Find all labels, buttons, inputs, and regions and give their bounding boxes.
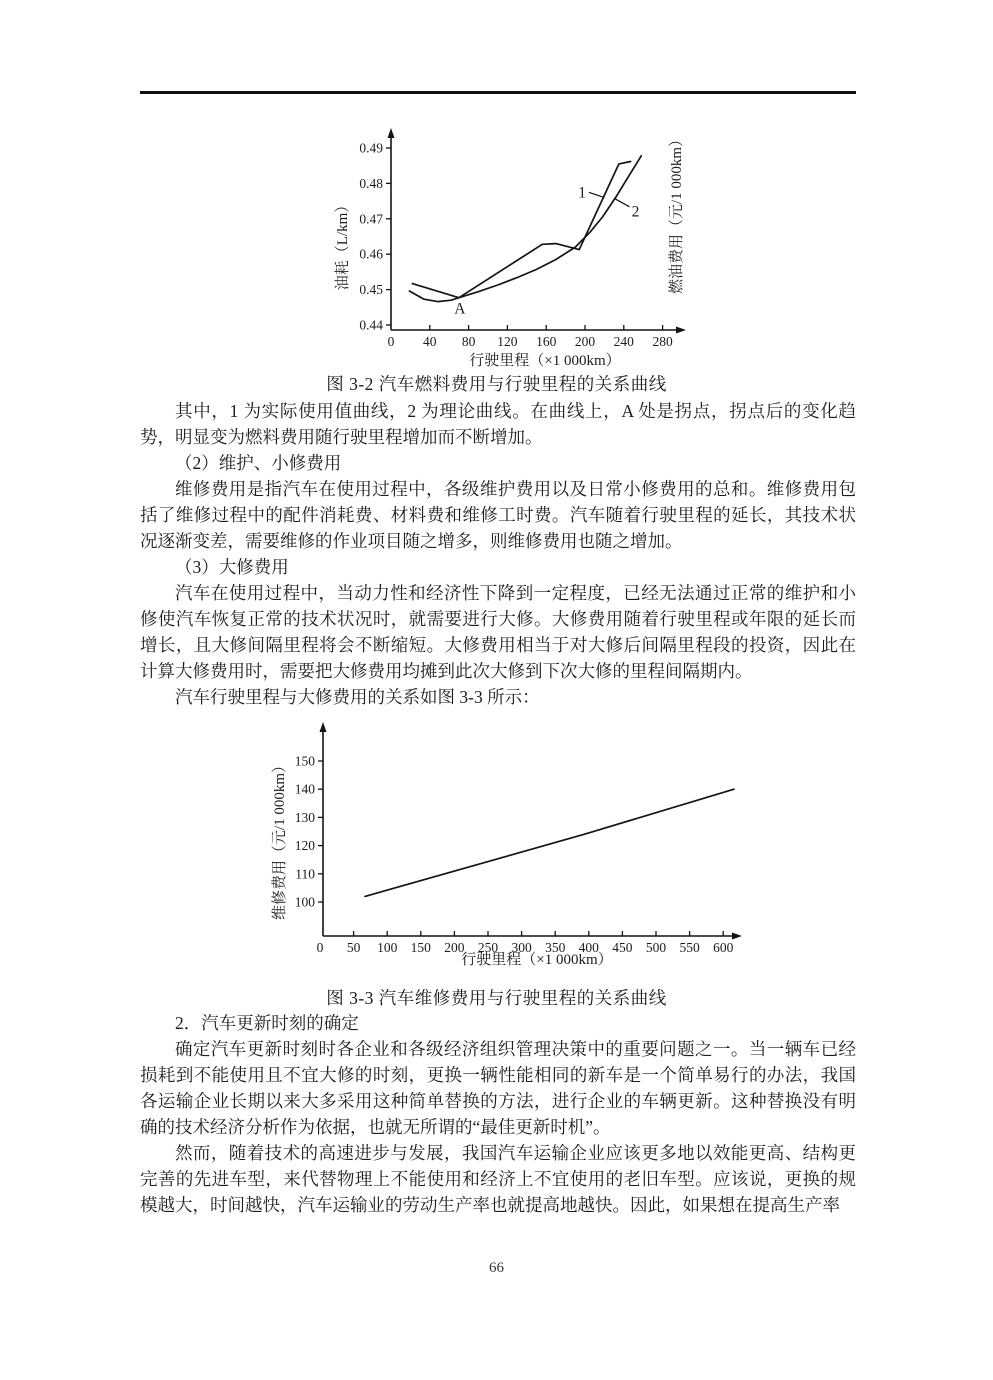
svg-text:600: 600: [713, 940, 734, 955]
svg-text:油耗（L/km）: 油耗（L/km）: [335, 197, 351, 291]
paragraph: （2）维护、小修费用: [175, 453, 342, 473]
svg-text:行驶里程（×1 000km）: 行驶里程（×1 000km）: [461, 952, 613, 968]
svg-text:维修费用（元/1 000km）: 维修费用（元/1 000km）: [272, 757, 288, 921]
svg-text:2: 2: [631, 203, 640, 221]
svg-text:0.47: 0.47: [359, 211, 383, 227]
svg-text:A: A: [454, 300, 466, 318]
paragraph: 其中，1 为实际使用值曲线，2 为理论曲线。在曲线上，A 处是拐点，拐点后的变化趋势，明显变为燃料费用随行驶里程增加而不断增加。: [140, 401, 856, 447]
svg-text:140: 140: [294, 781, 315, 797]
svg-text:450: 450: [612, 940, 633, 955]
paragraph: （3）大修费用: [175, 557, 289, 577]
fig-3-3-repair-cost-line-chart: [270, 710, 750, 982]
svg-text:0: 0: [316, 940, 324, 955]
text-block-lower: [140, 1010, 856, 1218]
svg-text:0.46: 0.46: [359, 246, 383, 262]
svg-text:200: 200: [444, 940, 465, 955]
svg-text:250: 250: [477, 940, 499, 955]
paragraph: 汽车行驶里程与大修费用的关系如图 3-3 所示：: [175, 687, 540, 707]
paragraph: 汽车在使用过程中，当动力性和经济性下降到一定程度，已经无法通过正常的维护和小修使汽车恢复正常的技术状况时，就需要进行大修。大修费用随着行驶里程或年限的延长而增长，且大修间隔里程将会不断缩短。大修费用相当于对大修后间隔里程段的投资，因此在计算大修费用时，需要把大修费用均摊到此次大修到下次大修的里程间隔期内。: [140, 583, 856, 681]
svg-text:0.49: 0.49: [359, 140, 383, 156]
svg-text:50: 50: [346, 940, 361, 955]
svg-text:0.48: 0.48: [359, 175, 383, 191]
paragraph: 维修费用是指汽车在使用过程中，各级维护费用以及日常小修费用的总和。维修费用包括了维修过程中的配件消耗费、材料费和维修工时费。汽车随着行驶里程的延长，其技术状况逐渐变差，需要维修的作业项目随之增多，则维修费用也随之增加。: [140, 479, 856, 551]
svg-text:0.45: 0.45: [359, 282, 383, 298]
svg-text:130: 130: [294, 809, 315, 825]
svg-text:200: 200: [574, 334, 596, 349]
svg-text:120: 120: [294, 838, 315, 854]
svg-text:40: 40: [423, 334, 437, 349]
svg-text:0.44: 0.44: [359, 317, 383, 333]
svg-text:1: 1: [578, 184, 586, 202]
svg-text:0: 0: [387, 334, 395, 349]
svg-text:燃油费用（元/1 000km）: 燃油费用（元/1 000km）: [669, 131, 685, 295]
svg-text:150: 150: [410, 940, 431, 955]
page-number: 66: [489, 1260, 504, 1276]
svg-text:100: 100: [377, 940, 398, 955]
svg-text:300: 300: [511, 940, 532, 955]
svg-text:110: 110: [295, 866, 315, 882]
paragraph: 2．汽车更新时刻的确定: [175, 1013, 359, 1033]
fig-3-3-caption: 图 3-3 汽车维修费用与行驶里程的关系曲线: [326, 988, 667, 1008]
svg-text:150: 150: [294, 753, 315, 769]
svg-text:240: 240: [613, 334, 634, 349]
paragraph: 确定汽车更新时刻时各企业和各级经济组织管理决策中的重要问题之一。当一辆车已经损耗到不能使用且不宜大修的时刻，更换一辆性能相同的新车是一个简单易行的办法，我国各运输企业长期以来大多采用这种简单替换的方法，进行企业的车辆更新。这种替换没有明确的技术经济分析作为依据，也就无所谓的“最佳更新时机”。: [140, 1039, 856, 1137]
svg-text:550: 550: [679, 940, 700, 955]
svg-text:行驶里程（×1 000km）: 行驶里程（×1 000km）: [469, 353, 621, 369]
header-rule: [140, 91, 856, 94]
svg-text:350: 350: [545, 940, 566, 955]
svg-text:80: 80: [461, 334, 476, 349]
svg-text:100: 100: [294, 894, 315, 910]
svg-text:400: 400: [578, 940, 599, 955]
svg-text:160: 160: [536, 334, 557, 349]
fig-3-2-caption: 图 3-2 汽车燃料费用与行驶里程的关系曲线: [326, 374, 667, 394]
fig-3-2-fuel-cost-line-chart: [320, 112, 705, 374]
svg-text:500: 500: [645, 940, 667, 955]
svg-text:120: 120: [497, 334, 518, 349]
svg-text:280: 280: [652, 334, 673, 349]
paragraph: 然而，随着技术的高速进步与发展，我国汽车运输企业应该更多地以效能更高、结构更完善的先进车型，来代替物理上不能使用和经济上不宜使用的老旧车型。应该说，更换的规模越大，时间越快，汽车运输业的劳动生产率也就提高地越快。因此，如果想在提高生产率: [140, 1143, 856, 1215]
text-block-upper: [140, 398, 856, 710]
